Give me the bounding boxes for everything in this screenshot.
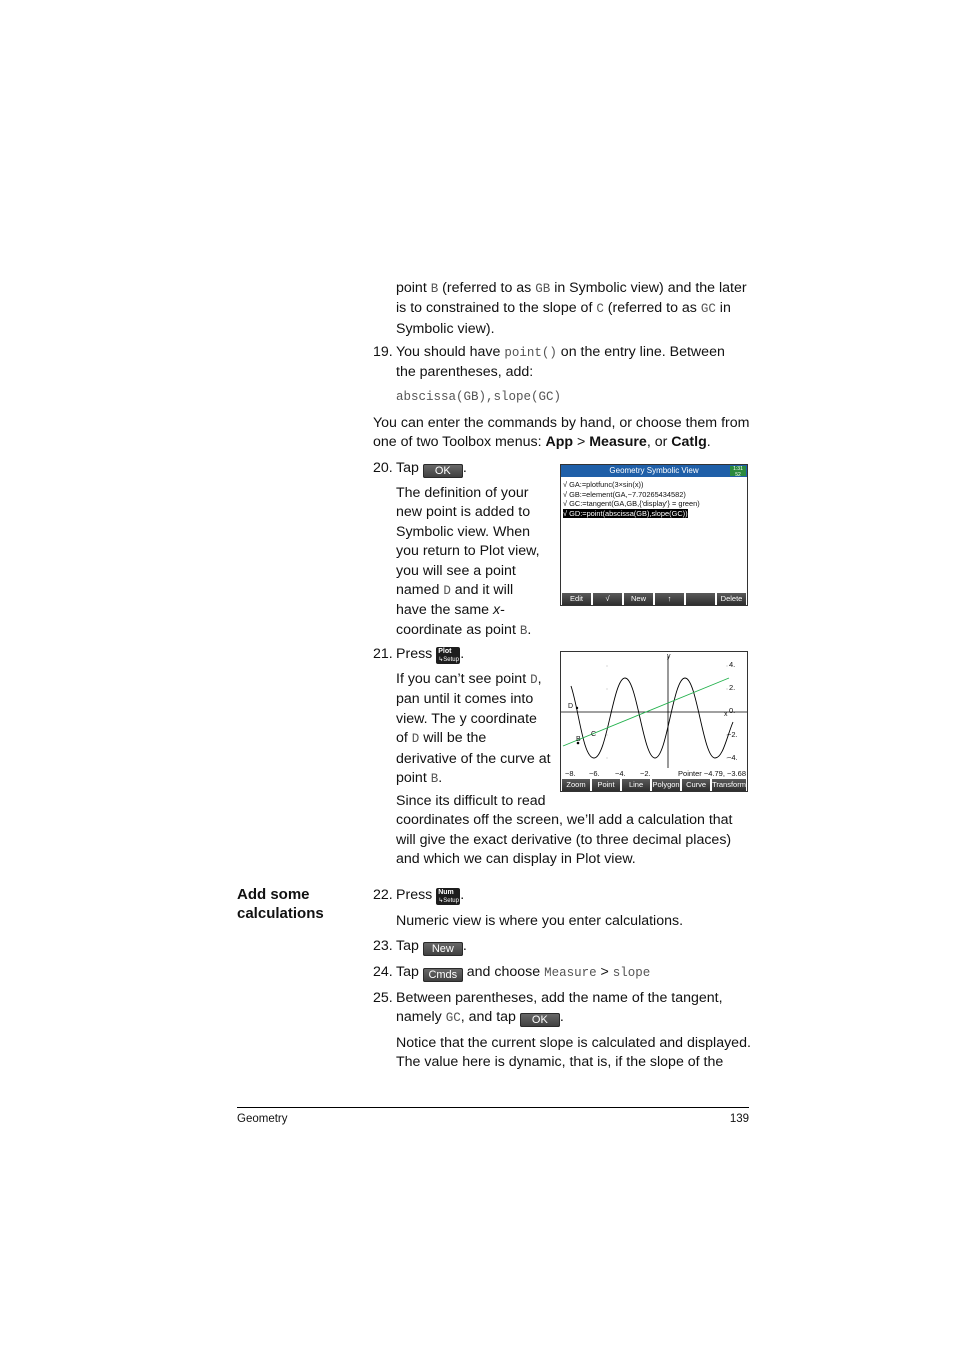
step-22-press-line: Press Num ↳Setup . [396,887,465,904]
intro-paragraph: point B (referred to as GB in Symbolic view) and the later is to constrained to the slope of C (referred to as GC in Symbolic view). [396,280,747,337]
step-20-tap-line: Tap OK . [396,460,467,477]
since-paragraph: Since its difficult to read coordinates off the screen, we’ll add a calculation that will give the exact derivative (to three decimal places) and which we can display in Plot view. [396,793,733,868]
softkey-line: Line [622,779,650,791]
step-24-number: 24. [373,964,393,980]
ok-softkey-icon: OK [520,1013,560,1027]
symbolic-entry-selected: √ GD:=point(abscissa(GB),slope(GC)) [563,508,688,518]
ok-softkey-icon: OK [423,464,463,478]
point-label-b: B [576,736,581,743]
softkey-new: New [624,593,653,605]
step-20-number: 20. [373,460,393,476]
symbolic-entry: √ GC:=tangent(GA,GB,{'display'} = green) [563,499,700,508]
softkey-blank [686,593,715,605]
step-21-number: 21. [373,646,393,662]
softkey-polygon: Polygon [652,780,680,789]
step-21-description: If you can’t see point D, pan until it comes into view. The y coordinate of D will be the derivative of the curve at point B. [396,671,551,787]
symbolic-entry: √ GA:=plotfunc(3×sin(x)) [563,480,644,489]
y-tick-label: 2. [729,683,736,692]
step-23-number: 23. [373,938,393,954]
plot-softkey-bar [561,779,747,791]
symbolic-softkey-bar [561,593,747,605]
plot-status-row [563,769,746,778]
plot-key-icon: Plot ↳Setup [438,648,459,663]
footer-rule [237,1107,749,1108]
step-22-description: Numeric view is where you enter calculations. [396,913,684,929]
clock-badge: 1:31 52 [730,466,746,476]
softkey-delete: Delete [717,593,746,605]
cmds-softkey-icon: Cmds [423,968,463,982]
symbolic-entry-list [563,480,700,518]
step-23-tap-line: Tap New . [396,938,467,955]
y-tick-label: 4. [729,660,736,669]
plot-view-screenshot [560,651,748,792]
symbolic-view-title: Geometry Symbolic View [561,465,747,477]
point-label-d: D [568,703,574,710]
x-tick-label: −8. [565,769,576,778]
y-axis-label: y [667,653,671,660]
new-softkey-icon: New [423,942,463,956]
step-19-number: 19. [373,344,393,360]
step-19-text: You should have point() on the entry line. Between the parentheses, add: [396,344,725,381]
step-25-text: Between parentheses, add the name of the tangent, namely GC, and tap OK . [396,990,723,1027]
x-tick-label: −4. [615,769,626,778]
symbolic-view-screenshot [560,464,748,606]
x-tick-label: −6. [589,769,600,778]
softkey-edit: Edit [562,593,591,605]
toolbox-paragraph: You can enter the commands by hand, or choose them from one of two Toolbox menus: App > Measure, or Catlg. [373,415,750,451]
softkey-check: √ [593,593,622,605]
softkey-point: Point [592,779,620,791]
step-19-code-line: abscissa(GB),slope(GC) [396,390,562,404]
num-key-icon: Num ↳Setup [438,889,459,904]
point-label-c: C [591,731,597,738]
footer-chapter: Geometry [237,1113,288,1125]
page-number: 139 [729,1113,749,1125]
notice-paragraph: Notice that the current slope is calculated and displayed. The value here is dynamic, that is, if the slope of the [396,1035,751,1071]
step-21-press-line: Press Plot ↳Setup . [396,646,465,663]
softkey-zoom: Zoom [562,779,590,791]
softkey-curve: Curve [682,779,710,791]
step-25-number: 25. [373,990,393,1006]
x-axis-label: x [724,711,728,718]
y-tick-label: 0. [729,706,736,715]
pointer-readout: Pointer −4.79, −3.68 [678,769,746,778]
y-tick-label: −2. [727,730,738,739]
step-20-description: The definition of your new point is added to Symbolic view. When you return to Plot view, you will see a point named D and it will have the same x- coordinate as point B. [396,485,540,638]
section-heading: Add some calculations [237,886,324,922]
step-24-tap-line: Tap Cmds and choose Measure > slope [396,964,651,981]
symbolic-entry: √ GB:=element(GA,−7.70265434582) [563,489,686,499]
softkey-transform: Transform [712,780,746,789]
softkey-up: ↑ [655,593,684,605]
y-tick-label: −4. [727,753,738,762]
x-tick-label: −2. [640,769,651,778]
step-22-number: 22. [373,887,393,903]
